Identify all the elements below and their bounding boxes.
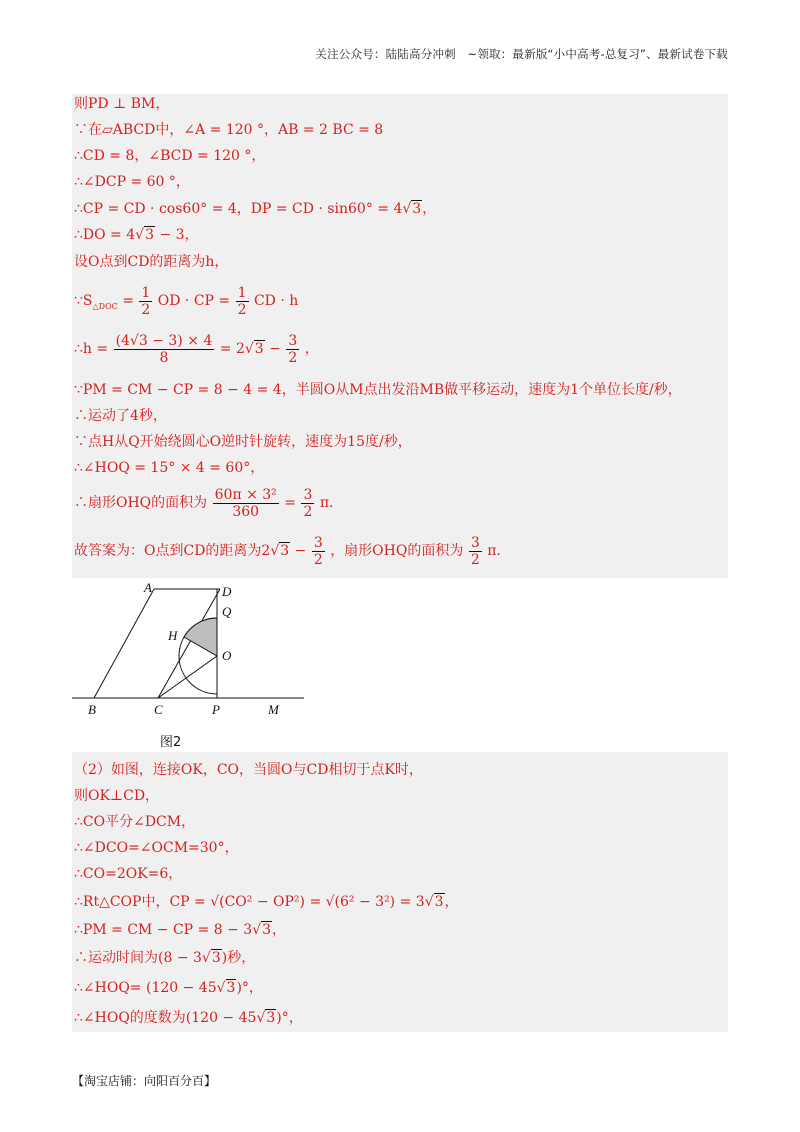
fraction: $\frac{3}{2}$ — [313, 534, 323, 568]
line-20: ∴CO=2OK=6， — [74, 866, 183, 882]
line-1: 则PD ⊥ BM， — [74, 96, 170, 112]
line-24: ∴∠HOQ= (120 − 45√3)°， — [74, 980, 263, 996]
page-footer: 【淘宝店铺：向阳百分百】 — [72, 1074, 217, 1088]
line-10: ∵PM = CM − CP = 8 − 4 = 4，半圆O从M点出发沿MB做平移运动，速度为1个单位长度/秒， — [74, 382, 682, 398]
label-p: P — [212, 702, 220, 717]
label-o: O — [222, 648, 232, 663]
figure-caption: 图2 — [160, 735, 182, 750]
label-c: C — [154, 702, 163, 717]
fraction: $\frac{3}{2}$ — [303, 486, 313, 520]
line-23: ∴运动时间为(8 − 3√3)秒， — [74, 950, 256, 966]
sector-ohq — [184, 618, 217, 656]
line-13: ∴∠HOQ = 15° × 4 = 60°， — [74, 460, 265, 476]
line-18: ∴CO平分∠DCM， — [74, 814, 196, 830]
label-m: M — [268, 702, 279, 717]
line-6: ∴DO = 4√3 − 3， — [74, 227, 199, 243]
line-15: 故答案为：O点到CD的距离为2√3 − $\frac{3}{2}$ ，扇形OHQ的面积为 $\frac{3}{2}$ π． — [74, 534, 511, 568]
page-header: 关注公众号：陆陆高分冲刺 ~领取：最新版“小中高考-总复习”、最新试卷下载 — [315, 47, 728, 61]
fraction: $\frac{1}{2}$ — [237, 284, 247, 318]
fraction: $\frac{(4√3 - 3) \times 4}{8}$ — [115, 332, 213, 366]
label-a: A — [144, 580, 152, 595]
line-9: ∴h = $\frac{(4√3 - 3) \times 4}{8}$ = 2√3 − $\frac{3}{2}$ ， — [74, 332, 319, 366]
line-12: ∵点H从Q开始绕圆心O逆时针旋转，速度为15度/秒， — [74, 434, 412, 450]
line-5: ∴CP = CD · cos60° = 4，DP = CD · sin60° = 4√3， — [74, 201, 437, 217]
line-22: ∴PM = CM − CP = 8 − 3√3， — [74, 922, 287, 938]
line-25: ∴∠HOQ的度数为(120 − 45√3)°， — [74, 1010, 303, 1026]
label-b: B — [88, 702, 96, 717]
fraction: $\frac{\text{60π × 3²}}{360}$ — [214, 486, 277, 520]
line-14: ∴扇形OHQ的面积为 $\frac{\text{60π × 3²}}{360}$ = $\frac{3}{2}$ π． — [74, 486, 344, 520]
line-17: 则OK⊥CD， — [74, 788, 160, 804]
figure-svg — [72, 580, 304, 752]
fraction: $\frac{3}{2}$ — [288, 332, 298, 366]
fraction: $\frac{3}{2}$ — [470, 534, 480, 568]
label-d: D — [222, 584, 232, 599]
line-7: 设O点到CD的距离为h， — [74, 254, 229, 270]
line-4: ∴∠DCP = 60 °， — [74, 174, 190, 190]
label-h: H — [168, 628, 178, 643]
solution-part-2 — [72, 752, 728, 1032]
line-21: ∴Rt△COP中，CP = √(CO² − OP²) = √(6² − 3²) = 3√3， — [74, 894, 459, 910]
side-ba — [94, 589, 154, 698]
line-16: （2）如图，连接OK，CO，当圆O与CD相切于点K时， — [74, 762, 423, 778]
line-2: ∵在▱ABCD中，∠A = 120 °，AB = 2 BC = 8 — [74, 122, 384, 138]
line-8: $\because S_{\triangle DOC}$ = $\frac{1}{2}$ OD · CP = $\frac{1}{2}$ CD · h — [74, 284, 299, 318]
label-q: Q — [222, 604, 232, 619]
line-19: ∴∠DCO=∠OCM=30°， — [74, 840, 239, 856]
line-co — [158, 656, 217, 698]
line-11: ∴运动了4秒， — [74, 408, 167, 424]
geometry-figure — [72, 580, 304, 752]
fraction: $\frac{1}{2}$ — [141, 284, 151, 318]
line-3: ∴CD = 8，∠BCD = 120 °， — [74, 148, 266, 164]
solution-part-1 — [72, 94, 728, 578]
